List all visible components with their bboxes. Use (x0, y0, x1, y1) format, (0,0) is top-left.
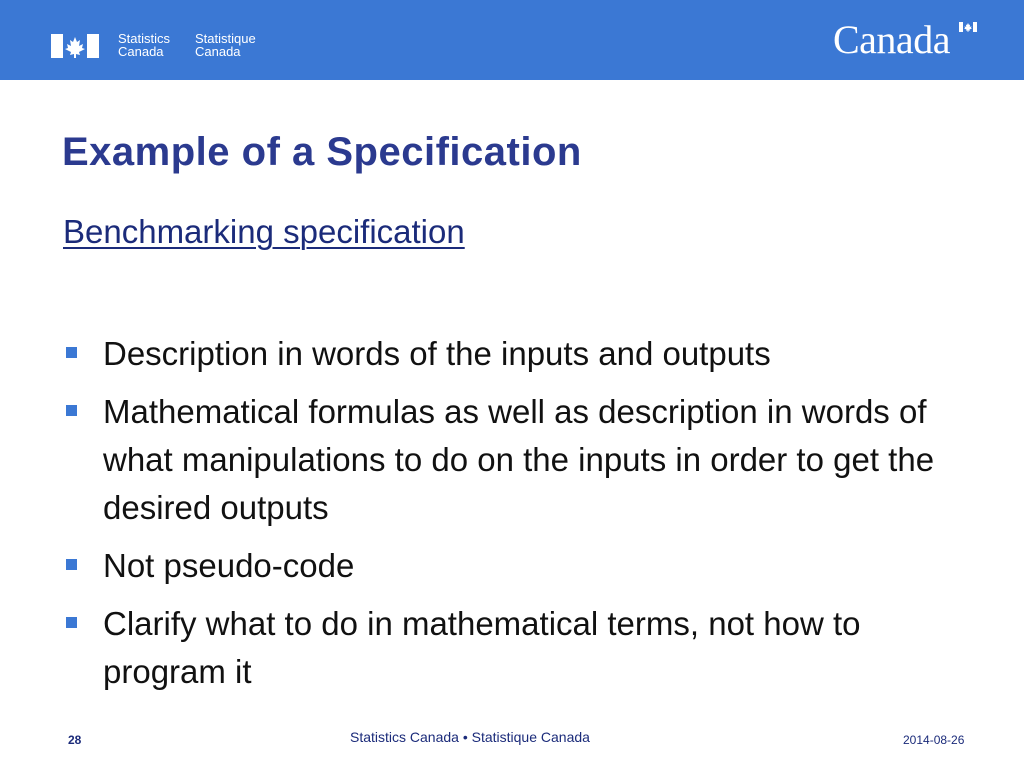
slide-number: 28 (68, 733, 82, 747)
wordmark-flag-icon (959, 22, 977, 32)
square-bullet-icon (66, 405, 77, 416)
header-bar (0, 0, 1024, 80)
org-name-en-line-1: Statistics (118, 31, 171, 46)
canada-wordmark-text: Canada (833, 17, 950, 62)
bullet-text: Not pseudo-code (103, 547, 355, 584)
list-item (66, 542, 966, 590)
org-name-english (118, 32, 170, 58)
slide-title: Example of a Specification (62, 130, 582, 174)
list-item (66, 600, 966, 696)
benchmarking-specification-link[interactable]: Benchmarking specification (63, 213, 465, 250)
bullet-text: Mathematical formulas as well as description in words of what manipulations to do on the inputs in order to get the desired outputs (103, 393, 935, 526)
square-bullet-icon (66, 559, 77, 570)
org-name-fr-line-2: Canada (195, 44, 241, 59)
square-bullet-icon (66, 347, 77, 358)
org-name-fr-line-1: Statistique (195, 31, 256, 46)
footer-organization: Statistics Canada • Statistique Canada (350, 729, 590, 745)
canada-wordmark (833, 16, 977, 64)
org-name-en-line-2: Canada (118, 44, 164, 59)
canada-flag-icon (51, 34, 99, 58)
footer-date: 2014-08-26 (903, 733, 965, 747)
list-item (66, 330, 966, 378)
square-bullet-icon (66, 617, 77, 628)
org-name-french (195, 32, 256, 58)
list-item (66, 388, 966, 532)
bullet-text: Description in words of the inputs and outputs (103, 335, 771, 372)
bullet-text: Clarify what to do in mathematical terms, not how to program it (103, 605, 861, 690)
bullet-list (66, 330, 966, 706)
